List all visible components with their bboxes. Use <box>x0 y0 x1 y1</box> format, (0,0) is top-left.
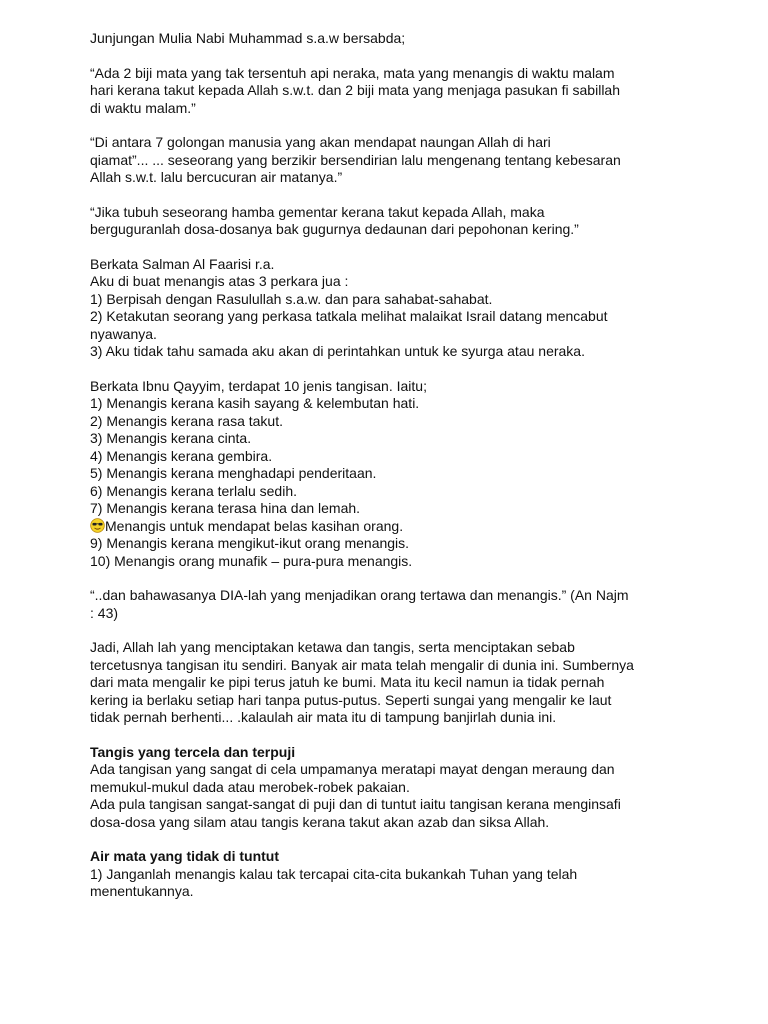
list-item: 2) Ketakutan seorang yang perkasa tatkala melihat malaikat Israil datang mencabut <box>90 308 608 324</box>
list-item: 3) Aku tidak tahu samada aku akan di perintahkan untuk ke syurga atau neraka. <box>90 343 585 359</box>
list-item-continued: nyawanya. <box>90 325 157 342</box>
list-item: 9) Menangis kerana mengikut-ikut orang menangis. <box>90 535 410 551</box>
text-line: hari kerana takut kepada Allah s.w.t. dan 2 biji mata yang menjaga pasukan fi sabillah <box>90 82 620 98</box>
text-line: Jadi, Allah lah yang menciptakan ketawa dan tangis, serta menciptakan sebab <box>90 639 575 655</box>
text-line: memukul-mukul dada atau merobek-robek pakaian. <box>90 778 410 795</box>
text-line: Berkata Ibnu Qayyim, terdapat 10 jenis tangisan. Iaitu; <box>90 377 427 394</box>
text-line: qiamat”... ... seseorang yang berzikir bersendirian lalu mengenang tentang kebesaran <box>90 151 621 168</box>
list-item: 10) Menangis orang munafik – pura-pura menangis. <box>90 552 413 569</box>
text-line: Allah s.w.t. lalu bercucuran air matanya.” <box>90 169 343 185</box>
list-item: 1) Berpisah dengan Rasulullah s.a.w. dan para sahabat-sahabat. <box>90 290 493 307</box>
text-line: kering ia berlaku setiap hari tanpa putus-putus. Seperti sungai yang mengalir ke laut <box>90 691 612 708</box>
text-line: “..dan bahawasanya DIA-lah yang menjadikan orang tertawa dan menangis.” (An Najm <box>90 587 629 603</box>
list-item: 5) Menangis kerana menghadapi penderitaan. <box>90 465 377 481</box>
text-line: Berkata Salman Al Faarisi r.a. <box>90 255 275 272</box>
section-heading: Tangis yang tercela dan terpuji <box>90 743 296 760</box>
text-line: “Jika tubuh seseorang hamba gementar kerana takut kepada Allah, maka <box>90 203 545 220</box>
list-item: 6) Menangis kerana terlalu sedih. <box>90 482 298 499</box>
text-line: “Di antara 7 golongan manusia yang akan mendapat naungan Allah di hari <box>90 134 551 150</box>
text-line: berguguranlah dosa-dosanya bak gugurnya dedaunan dari pepohonan kering.” <box>90 221 579 237</box>
text-line: tercetusnya tangisan itu sendiri. Banyak air mata telah mengalir di dunia ini. Sumbernya <box>90 656 634 673</box>
tuntut-list <box>90 866 690 901</box>
text-line: Ada pula tangisan sangat-sangat di puji dan di tuntut iaitu tangisan kerana menginsafi <box>90 796 621 812</box>
hadith-2 <box>90 134 690 187</box>
list-item: 2) Menangis kerana rasa takut. <box>90 412 283 429</box>
salman-section <box>90 256 690 361</box>
text-line: dari mata mengalir ke pipi terus jatuh ke bumi. Mata itu kecil namun ia tidak pernah <box>90 674 605 690</box>
list-item: 1) Janganlah menangis kalau tak tercapai cita-cita bukankah Tuhan yang telah <box>90 865 578 882</box>
list-item-text: Menangis untuk mendapat belas kasihan orang. <box>105 517 404 534</box>
jadi-paragraph <box>90 639 690 727</box>
list-item: 1) Menangis kerana kasih sayang & kelembutan hati. <box>90 395 420 411</box>
text-line: Aku di buat menangis atas 3 perkara jua : <box>90 273 349 289</box>
text-line: Ada tangisan yang sangat di cela umpamanya meratapi mayat dengan meraung dan <box>90 761 615 777</box>
qayyim-section <box>90 378 690 571</box>
text-line: di waktu malam.” <box>90 99 196 116</box>
section-heading: Air mata yang tidak di tuntut <box>90 848 280 864</box>
text-line: : 43) <box>90 604 119 621</box>
intro-line: Junjungan Mulia Nabi Muhammad s.a.w bersabda; <box>90 30 406 46</box>
smiley-sunglasses-icon <box>90 518 105 533</box>
list-item: 3) Menangis kerana cinta. <box>90 430 252 446</box>
text-line: dosa-dosa yang silam atau tangis kerana takut akan azab dan siksa Allah. <box>90 813 550 830</box>
list-item <box>90 518 690 536</box>
list-item: 7) Menangis kerana terasa hina dan lemah. <box>90 500 361 516</box>
text-line: “Ada 2 biji mata yang tak tersentuh api neraka, mata yang menangis di waktu malam <box>90 64 615 81</box>
tercela-paragraph <box>90 761 690 831</box>
quran-quote <box>90 587 690 622</box>
text-line: tidak pernah berhenti... .kalaulah air mata itu di tampung banjirlah dunia ini. <box>90 709 557 725</box>
list-item: 4) Menangis kerana gembira. <box>90 447 273 464</box>
list-item-continued: menentukannya. <box>90 883 194 899</box>
hadith-1 <box>90 65 690 118</box>
hadith-3 <box>90 204 690 239</box>
document-page <box>90 30 690 901</box>
